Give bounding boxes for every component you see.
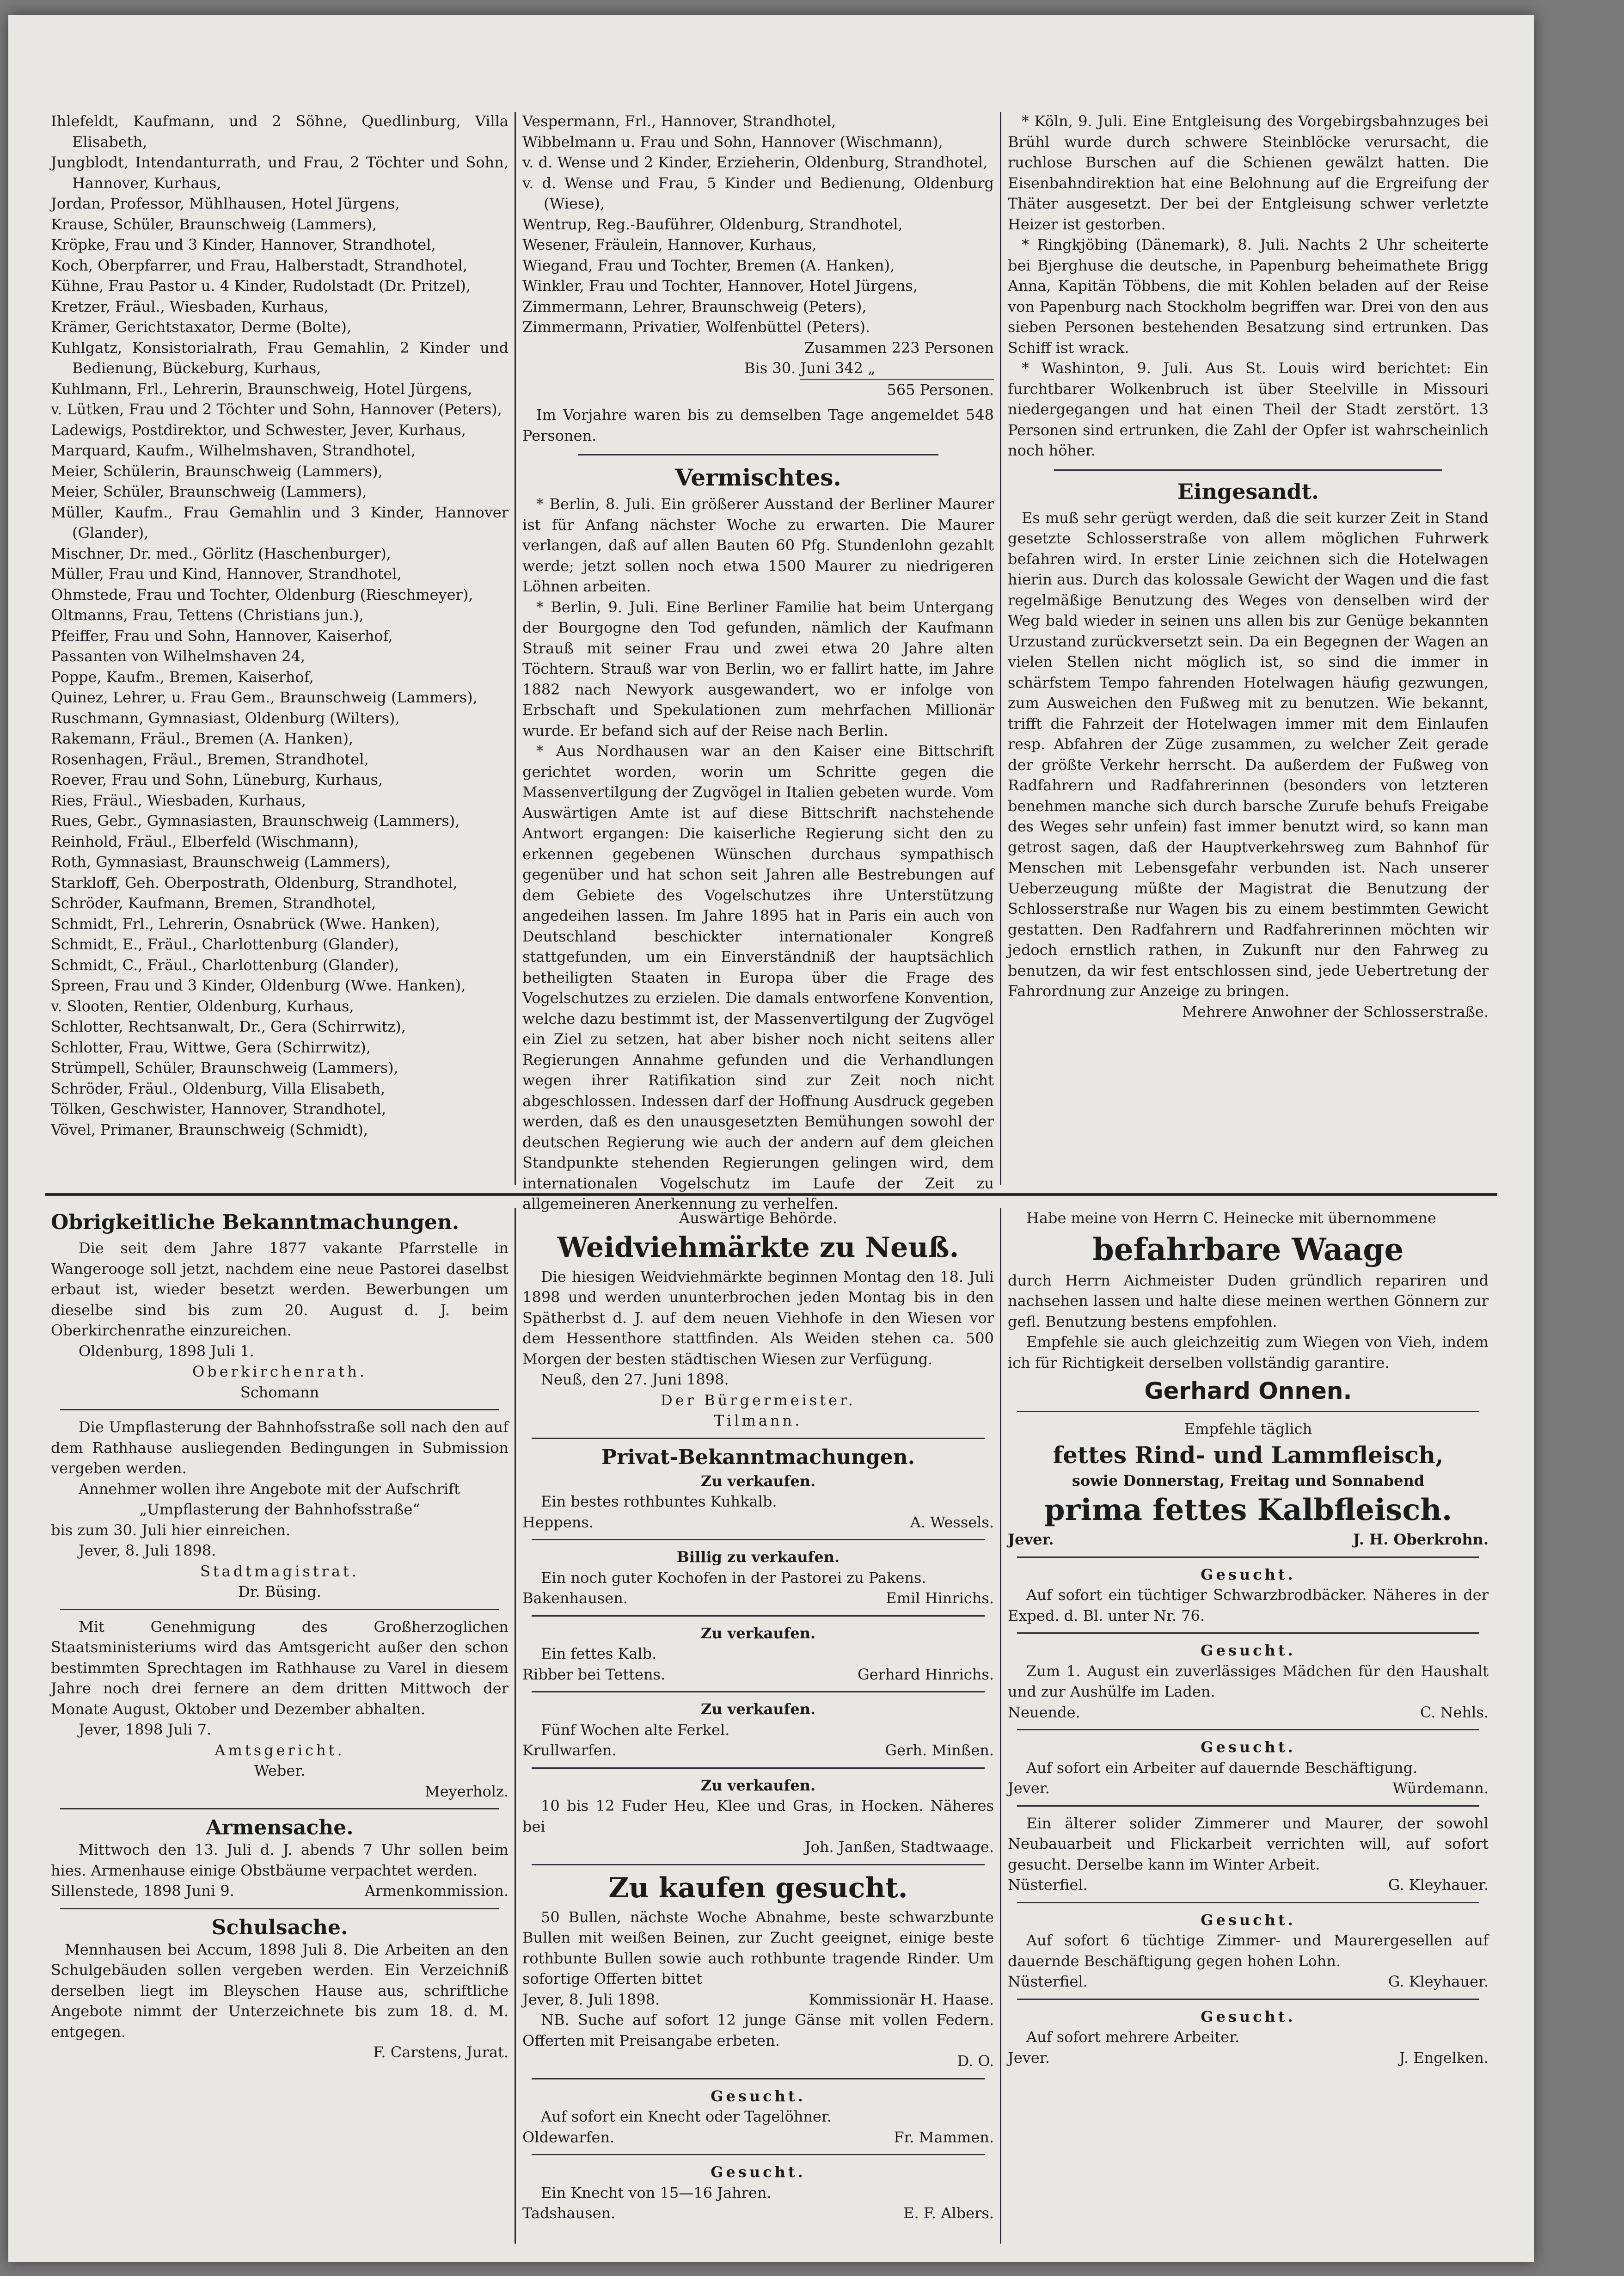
rule bbox=[60, 1609, 499, 1610]
gesucht-footer bbox=[1008, 2048, 1489, 2068]
kaufen-title: Zu kaufen gesucht. bbox=[608, 1871, 908, 1904]
ad-head: Billig zu verkaufen. bbox=[676, 1548, 840, 1566]
rule bbox=[532, 1691, 985, 1692]
guest-entry: Quinez, Lehrer, u. Frau Gem., Braunschweig (Lammers), bbox=[51, 689, 478, 706]
guest-entry: Poppe, Kaufm., Bremen, Kaiserhof, bbox=[51, 668, 314, 686]
gesucht-place: Nüsterfiel. bbox=[1008, 1973, 1088, 1990]
fleisch-days: sowie Donnerstag, Freitag und Sonnabend bbox=[1072, 1471, 1425, 1489]
rule bbox=[532, 1438, 985, 1439]
guest-entry: Schmidt, Frl., Lehrerin, Osnabrück (Wwe. Hanken), bbox=[51, 915, 440, 933]
ad-place: Heppens. bbox=[522, 1513, 594, 1531]
waage-text2: durch Herrn Aichmeister Duden gründlich repariren und nachsehen lassen und halte diese meinen werthen Gönnern zur gefl. Benutzung bestens empfohlen. bbox=[1008, 1271, 1489, 1330]
neuss-pre: Auswärtige Behörde. bbox=[679, 1209, 837, 1227]
rule bbox=[1017, 1805, 1479, 1807]
total-sum: 565 Personen. bbox=[800, 379, 994, 400]
rule bbox=[1017, 1999, 1479, 2000]
column-rule bbox=[515, 1208, 516, 2244]
zimmerer-text: Ein älterer solider Zimmerer und Maurer, der sowohl Neubauarbeit und Flickarbeit verrichten will, auf sofort gesucht. Derselbe kann im Winter Arbeit. bbox=[1008, 1814, 1489, 1873]
gesucht-place: Neuende. bbox=[1008, 1703, 1080, 1721]
privat-ads bbox=[522, 1471, 994, 1865]
gesucht-head: Gesucht. bbox=[1201, 1565, 1296, 1583]
rule bbox=[1054, 469, 1442, 471]
ad-head: Zu verkaufen. bbox=[700, 1700, 816, 1718]
guest-entry: Strümpell, Schüler, Braunschweig (Lammers), bbox=[51, 1059, 398, 1076]
news-vogelschutz: * Aus Nordhausen war an den Kaiser eine Bittschrift gerichtet worden, worin um Schritte gegen die Massenvertilgung der Zugvögel in Italien gebeten wurde. Vom Auswärtigen Amte ist auf diese Bittschrift nachstehende Antwort ergangen: Die kaiserliche Regierung sicht den zu erkennen gegebenen Wünschen durchaus sympathisch gegenüber und hat schon seit Jahren alle Bestrebungen auf dem Gebiete des Vogelschutzes ihre Unterstützung angedeihen lassen. Im Jahre 1895 hat in Paris ein auch von Deutschland beschickter internationaler Kongreß stattgefunden, um ein Einverständniß der hauptsächlich betheiligten Staaten in Europa über die Frage des Vogelschutzes zu erzielen. Die damals entworfene Konvention, welche dazu bestimmt ist, der Massenvertilgung der Zugvögel ein Ziel zu setzen, hat aber bisher noch nicht seitens aller Regierungen Annahme gefunden und die Verhandlungen wegen ihrer Ratifikation sind zur Zeit noch nicht abgeschlossen. Indessen darf der Hoffnung Ausdruck gegeben werden, daß es den unausgesetzten Bemühungen sowohl der deutschen Regierung wie auch der andern auf dem gleichen Standpunkte stehenden Regierungen gelingen wird, dem internationalen Vogelschutz im Laufe der Zeit zu allgemeineren Anerkennung zu verhelfen. bbox=[522, 742, 994, 1212]
gesucht-head: Gesucht. bbox=[1201, 1738, 1296, 1756]
news-koeln: * Köln, 9. Juli. Eine Entgleisung des Vorgebirgsbahnzuges bei Brühl wurde durch schwere Steinblöcke verursacht, die ruchlose Burschen auf die Schienen gewälzt hatten. Die Eisenbahndirektion hat eine Belohnung auf die Ergreifung der Thäter ausgesetzt. Der bei der Entgleisung schwer verletzte Heizer ist gestorben. bbox=[1008, 112, 1489, 233]
guest-entry: Meier, Schüler, Braunschweig (Lammers), bbox=[51, 483, 367, 500]
sprechtage-name: Weber. bbox=[254, 1762, 306, 1779]
rule bbox=[60, 1808, 499, 1809]
guest-entry: Meier, Schülerin, Braunschweig (Lammers), bbox=[51, 462, 383, 480]
guest-entry: Jungblodt, Intendanturrath, und Frau, 2 Töchter und Sohn, Hannover, Kurhaus, bbox=[51, 154, 509, 192]
guest-entry: Jordan, Professor, Mühlhausen, Hotel Jürgens, bbox=[51, 195, 400, 212]
schulsache-text: Mennhausen bei Accum, 1898 Juli 8. Die Arbeiten an den Schulgebäuden sollen vergeben werden. Ein Verzeichniß derselben liegt im Bleyschen Hause aus, schriftliche Angebote nimmt der Unterzeichnete bis zum 18. d. M. entgegen. bbox=[51, 1940, 509, 2041]
fleisch-title: fettes Rind- und Lammfleisch, bbox=[1053, 1441, 1444, 1469]
total-note: Im Vorjahre waren bis zu demselben Tage angemeldet 548 Personen. bbox=[522, 406, 994, 444]
zimmerer-footer bbox=[1008, 1875, 1489, 1895]
sprechtage-authority: Amtsgericht. bbox=[214, 1741, 345, 1759]
gesucht-text: Ein Knecht von 15—16 Jahren. bbox=[541, 2184, 772, 2202]
guest-entry: Schlotter, Frau, Wittwe, Gera (Schirrwitz), bbox=[51, 1038, 371, 1056]
ad-place: Bakenhausen. bbox=[522, 1589, 628, 1607]
gesucht-head: Gesucht. bbox=[711, 2087, 806, 2105]
fleisch-big: prima fettes Kalbfleisch. bbox=[1044, 1493, 1452, 1527]
classified-ad bbox=[522, 1547, 994, 1617]
rule bbox=[532, 2154, 985, 2155]
ad-text: Ein noch guter Kochofen in der Pastorei zu Pakens. bbox=[541, 1569, 926, 1587]
guest-entry: Oltmanns, Frau, Tettens (Christians jun.), bbox=[51, 606, 364, 624]
guest-entry: v. Lütken, Frau und 2 Töchter und Sohn, Hannover (Peters), bbox=[51, 400, 502, 418]
column-rule bbox=[1000, 112, 1001, 1185]
gesucht-head: Gesucht. bbox=[1201, 1642, 1296, 1659]
ad-place: Ribber bei Tettens. bbox=[522, 1665, 666, 1683]
guest-entry: Pfeiffer, Frau und Sohn, Hannover, Kaiserhof, bbox=[51, 627, 393, 645]
gesucht-place: Oldewarfen. bbox=[522, 2128, 615, 2146]
gesucht-text: Auf sofort mehrere Arbeiter. bbox=[1026, 2028, 1240, 2046]
ad-head: Zu verkaufen. bbox=[700, 1776, 816, 1794]
gesucht-sign: E. F. Albers. bbox=[903, 2204, 994, 2222]
guest-entry: Ihlefeldt, Kaufmann, und 2 Söhne, Quedlinburg, Villa Elisabeth, bbox=[51, 112, 509, 151]
schulsache-title: Schulsache. bbox=[211, 1915, 348, 1939]
ad-head: Zu verkaufen. bbox=[700, 1472, 816, 1490]
col1-bottom bbox=[51, 1208, 509, 2248]
gesucht-sign: C. Nehls. bbox=[1420, 1703, 1489, 1721]
gesucht-sign: J. Engelken. bbox=[1399, 2048, 1489, 2067]
gesucht-footer bbox=[522, 2203, 994, 2224]
guest-entry: Koch, Oberpfarrer, und Frau, Halberstadt, Strandhotel, bbox=[51, 256, 467, 274]
newspaper-page bbox=[8, 15, 1534, 2262]
gesucht-text: Auf sofort ein Knecht oder Tagelöhner. bbox=[541, 2108, 832, 2125]
guest-entry: Winkler, Frau und Tochter, Hannover, Hotel Jürgens, bbox=[522, 277, 918, 295]
guest-entry: Vespermann, Frl., Hannover, Strandhotel, bbox=[522, 112, 836, 130]
rule bbox=[532, 1615, 985, 1617]
neuss-title: Weidviehmärkte zu Neuß. bbox=[557, 1231, 959, 1264]
rule bbox=[532, 1767, 985, 1769]
ad-footer bbox=[522, 1740, 994, 1761]
guest-entry: Rakemann, Fräul., Bremen (A. Hanken), bbox=[51, 730, 354, 747]
guest-entry: Zimmermann, Privatier, Wolfenbüttel (Peters). bbox=[522, 318, 870, 336]
total-line: Bis 30. Juni 342 „ bbox=[744, 359, 876, 377]
pfarrstelle-name: Schomann bbox=[240, 1383, 319, 1401]
classified-ad bbox=[522, 1623, 994, 1693]
guest-entry: v. d. Wense und Frau, 5 Kinder und Bedienung, Oldenburg (Wiese), bbox=[522, 174, 994, 212]
news-berlin-2: * Berlin, 9. Juli. Eine Berliner Familie hat beim Untergang der Bourgogne den Tod gefunden, nämlich der Kaufmann Strauß mit seiner Frau und zwei etwa 20 Jahre alten Töchtern. Strauß war von Berlin, wo er fallirt hatte, im Jahre 1882 nach Newyork ausgewandert, wo er infolge von Erbschaft und Spekulationen zum mehrfachen Millionär wurde. Er befand sich auf der Reise nach Berlin. bbox=[522, 598, 994, 739]
guest-entry: Ladewigs, Postdirektor, und Schwester, Jever, Kurhaus, bbox=[51, 421, 466, 439]
guest-entry: Schlotter, Rechtsanwalt, Dr., Gera (Schirrwitz), bbox=[51, 1018, 406, 1035]
fleisch-place: Jever. bbox=[1008, 1531, 1054, 1548]
eingesandt-title: Eingesandt. bbox=[1177, 479, 1319, 504]
kaufen-footer bbox=[522, 1989, 994, 2010]
ad-text: Ein fettes Kalb. bbox=[541, 1645, 657, 1662]
umpflasterung-authority: Stadtmagistrat. bbox=[200, 1562, 360, 1580]
ad-sign: Emil Hinrichs. bbox=[886, 1589, 994, 1607]
gesucht-sign: Würdemann. bbox=[1392, 1779, 1489, 1797]
gesucht-head: Gesucht. bbox=[1201, 2007, 1296, 2025]
ad-footer bbox=[522, 1588, 994, 1609]
waage-text3: Empfehle sie auch gleichzeitig zum Wiegen von Vieh, indem ich für Richtigkeit derselben vollständig garantire. bbox=[1008, 1333, 1489, 1372]
column-rule bbox=[515, 112, 516, 1185]
kaufen-date: Jever, 8. Juli 1898. bbox=[522, 1990, 660, 2008]
total-line: Zusammen 223 Personen bbox=[804, 338, 994, 357]
sprechtage-sign: Meyerholz. bbox=[424, 1782, 509, 1800]
armensache-title: Armensache. bbox=[206, 1816, 354, 1839]
ad-sign: Gerhard Hinrichs. bbox=[858, 1665, 994, 1683]
gesucht-place: Jever. bbox=[1008, 2048, 1050, 2067]
umpflasterung-text2: Annehmer wollen ihre Angebote mit der Aufschrift bbox=[79, 1480, 460, 1498]
guest-entry: v. d. Wense und 2 Kinder, Erzieherin, Oldenburg, Strandhotel, bbox=[522, 154, 988, 171]
rule bbox=[1017, 1902, 1479, 1903]
guest-entry: Mischner, Dr. med., Görlitz (Haschenburger), bbox=[51, 544, 391, 562]
news-ringkjoebing: * Ringkjöbing (Dänemark), 8. Juli. Nachts 2 Uhr scheiterte bei Bjerghuse die deutsche, in Papenburg beheimathete Brigg Anna, Kapitän Többens, die mit Kohlen beladen auf der Reise von Papenburg nach Stockholm begriffen war. Drei von den aus sieben Personen bestehenden Besatzung sind ertrunken. Das Schiff ist wrack. bbox=[1008, 236, 1489, 357]
ad-footer bbox=[522, 1837, 994, 1858]
umpflasterung-text3: bis zum 30. Juli hier einreichen. bbox=[51, 1521, 291, 1539]
guest-entry: Rues, Gebr., Gymnasiasten, Braunschweig (Lammers), bbox=[51, 812, 460, 830]
umpflasterung-text: Die Umpflasterung der Bahnhofsstraße soll nach den auf dem Rathhause ausliegenden Bedingungen in Submission vergeben werden. bbox=[51, 1418, 509, 1477]
neuss-name: Tilmann. bbox=[714, 1412, 803, 1429]
umpflasterung-date: Jever, 8. Juli 1898. bbox=[79, 1542, 216, 1559]
column-rule bbox=[1000, 1208, 1001, 2244]
ad-text: Fünf Wochen alte Ferkel. bbox=[541, 1721, 730, 1739]
guest-entry: Kuhlmann, Frl., Lehrerin, Braunschweig, Hotel Jürgens, bbox=[51, 380, 472, 398]
waage-title: befahrbare Waage bbox=[1092, 1231, 1404, 1267]
rule bbox=[1017, 1556, 1479, 1558]
guest-entry: Rosenhagen, Fräul., Bremen, Strandhotel, bbox=[51, 750, 369, 768]
obrigkeit-title: Obrigkeitliche Bekanntmachungen. bbox=[51, 1211, 460, 1234]
pfarrstelle-authority: Oberkirchenrath. bbox=[192, 1363, 367, 1380]
schulsache-sign: F. Carstens, Jurat. bbox=[373, 2043, 509, 2061]
kaufen-nb-sign: D. O. bbox=[957, 2052, 994, 2070]
guest-entry: Wiegand, Frau und Tochter, Bremen (A. Hanken), bbox=[522, 256, 895, 274]
ad-text: Ein bestes rothbuntes Kuhkalb. bbox=[541, 1493, 777, 1510]
gesucht-head: Gesucht. bbox=[711, 2163, 806, 2181]
gesucht-footer bbox=[1008, 1702, 1489, 1723]
guest-entry: Krämer, Gerichtstaxator, Derme (Bolte), bbox=[51, 318, 352, 336]
guest-entry: Tölken, Geschwister, Hannover, Strandhotel, bbox=[51, 1100, 386, 1118]
ad-footer bbox=[522, 1664, 994, 1685]
ad-sign: Joh. Janßen, Stadtwaage. bbox=[804, 1838, 994, 1856]
rule bbox=[578, 454, 938, 455]
kaufen-nb: NB. Suche auf sofort 12 junge Gänse mit vollen Federn. Offerten mit Preisangabe erbeten. bbox=[522, 2011, 994, 2049]
ad-text: 10 bis 12 Fuder Heu, Klee und Gras, in Hocken. Näheres bei bbox=[522, 1797, 994, 1835]
privat-title: Privat-Bekanntmachungen. bbox=[601, 1445, 915, 1469]
guest-entry: Zimmermann, Lehrer, Braunschweig (Peters), bbox=[522, 297, 867, 315]
eingesandt-sign: Mehrere Anwohner der Schlosserstraße. bbox=[1182, 1003, 1489, 1021]
zimmerer-sign: G. Kleyhauer. bbox=[1388, 1876, 1489, 1894]
col3-bottom bbox=[1008, 1208, 1489, 2248]
armensache-text: Mittwoch den 13. Juli d. J. abends 7 Uhr sollen beim hies. Armenhause einige Obstbäume verpachtet werden. bbox=[51, 1841, 509, 1879]
umpflasterung-name: Dr. Büsing. bbox=[238, 1583, 321, 1600]
guest-entry: Wentrup, Reg.-Bauführer, Oldenburg, Strandhotel, bbox=[522, 215, 903, 233]
ad-footer bbox=[522, 1512, 994, 1533]
gesucht-text: Zum 1. August ein zuverlässiges Mädchen für den Haushalt und zur Aushülfe im Laden. bbox=[1008, 1662, 1489, 1700]
classified-ad bbox=[522, 1471, 994, 1541]
guest-entry: Wibbelmann u. Frau und Sohn, Hannover (Wischmann), bbox=[522, 133, 943, 151]
neuss-authority: Der Bürgermeister. bbox=[661, 1391, 856, 1409]
guest-entry: Ohmstede, Frau und Tochter, Oldenburg (Rieschmeyer), bbox=[51, 585, 473, 603]
ad-place: Krullwarfen. bbox=[522, 1741, 617, 1759]
guest-entry: Schmidt, E., Fräul., Charlottenburg (Glander), bbox=[51, 935, 399, 953]
news-washington: * Washinton, 9. Juli. Aus St. Louis wird berichtet: Ein furchtbarer Wolkenbruch ist über Steelville in Missouri niedergegangen und hat einen Theil der Stadt zerstört. 13 Personen sind ertrunken, die Zahl der Opfer ist wahrscheinlich noch höher. bbox=[1008, 359, 1489, 459]
fleisch-pre: Empfehle täglich bbox=[1184, 1420, 1312, 1438]
rule bbox=[532, 2078, 985, 2079]
guest-entry: Reinhold, Fräul., Elberfeld (Wischmann), bbox=[51, 832, 359, 850]
guest-entry: Ruschmann, Gymnasiast, Oldenburg (Wilters), bbox=[51, 709, 400, 727]
sprechtage-text: Mit Genehmigung des Großherzoglichen Staatsministeriums wird das Amtsgericht außer den schon bestimmten Sprechtagen im Rathhause zu Varel in diesem Jahre noch drei fernere an dem dritten Mittwoch der Monate August, Oktober und Dezember abhalten. bbox=[51, 1618, 509, 1718]
fleisch-footer bbox=[1008, 1529, 1489, 1550]
fleisch-sign: J. H. Oberkrohn. bbox=[1353, 1531, 1489, 1548]
ad-sign: Gerh. Minßen. bbox=[885, 1741, 994, 1759]
gesucht-head: Gesucht. bbox=[1201, 1911, 1296, 1929]
rule bbox=[1017, 1729, 1479, 1730]
armensache-footer bbox=[51, 1881, 509, 1901]
guest-entry: Kühne, Frau Pastor u. 4 Kinder, Rudolstadt (Dr. Pritzel), bbox=[51, 277, 471, 295]
gesucht-sign: G. Kleyhauer. bbox=[1388, 1973, 1489, 1990]
rule bbox=[532, 1539, 985, 1540]
rule bbox=[1017, 1411, 1479, 1412]
classified-ad bbox=[522, 1775, 994, 1865]
col2-bottom bbox=[522, 1208, 994, 2248]
zimmerer-place: Nüsterfiel. bbox=[1008, 1876, 1088, 1894]
guest-entry: Starkloff, Geh. Oberpostrath, Oldenburg, Strandhotel, bbox=[51, 873, 458, 892]
gesucht-sign: Fr. Mammen. bbox=[894, 2128, 994, 2146]
guest-list-col1 bbox=[51, 111, 509, 1188]
neuss-text: Die hiesigen Weidviehmärkte beginnen Montag den 18. Juli 1898 und werden ununterbrochen jeden Montag bis in den Spätherbst d. J. auf dem neuen Viehhofe in den Wiesen vor dem Hessenthore stattfinden. Als Weiden stehen ca. 500 Morgen der besten städtischen Wiesen zur Verfügung. bbox=[522, 1267, 994, 1368]
eingesandt-text: Es muß sehr gerügt werden, daß die seit kurzer Zeit in Stand gesetzte Schlosserstraße von allem möglichen Fuhrwerk befahren wird. In erster Linie zeichnen sich die Hotelwagen hierin aus. Durch das kolossale Gewicht der Wagen und die fast regelmäßige Benutzung des Weges von denselben wird der Weg bald wieder in seinen uns allen bis zur Genüge bekannten Urzustand zurückversetzt sein. Da ein Begegnen der Wagen an vielen Stellen nicht möglich ist, so sind die immer in schärfstem Tempo fahrenden Hotelwagen häufig gezwungen, zum Ausweichen den Fußweg mit zu benutzen. Wie bekannt, trifft die Fahrzeit der Hotelwagen immer mit dem Einlaufen resp. Abfahren der Züge zusammen, zu welcher Zeit gerade der größte Verkehr herrscht. Da außerdem der Fußweg von Radfahrern und Radfahrerinnen (besonders von letzteren benehmen manche sich durch barsche Zurufe behufs Freigabe des Weges sehr unfein) fast immer benutzt wird, so kann man getrost sagen, daß der Hauptverkehrsweg zum Bahnhof für Menschen mit Lebensgefahr verbunden ist. Nach unserer Ueberzeugung müßte der Magistrat die Benutzung der Schlosserstraße nur Wagen bis zu einem bestimmten Gewicht gestatten. Den Radfahrern und Radfahrerinnen möchten wir jedoch ernstlich rathen, in Zukunft nur den Fahrweg zu benutzen, da wir fest entschlossen sind, jede Uebertretung der Fahrordnung zur Anzeige zu bringen. bbox=[1008, 509, 1489, 1000]
gesucht-footer bbox=[1008, 1971, 1489, 1992]
guest-entry: Kretzer, Fräul., Wiesbaden, Kurhaus, bbox=[51, 297, 329, 315]
guest-entry: Roever, Frau und Sohn, Lüneburg, Kurhaus, bbox=[51, 771, 383, 788]
ad-head: Zu verkaufen. bbox=[700, 1624, 816, 1642]
waage-text1: Habe meine von Herrn C. Heinecke mit übernommene bbox=[1026, 1209, 1436, 1227]
guest-entry: Schröder, Fräul., Oldenburg, Villa Elisabeth, bbox=[51, 1079, 386, 1097]
sprechtage-date: Jever, 1898 Juli 7. bbox=[79, 1721, 212, 1738]
guest-entry: Müller, Frau und Kind, Hannover, Strandhotel, bbox=[51, 565, 402, 583]
news-berlin-1: * Berlin, 8. Juli. Ein größerer Ausstand der Berliner Maurer ist für Anfang nächster Woche zu erwarten. Die Maurer verlangen, daß auf allen Bauten 60 Pfg. Stundenlohn gezahlt werde; jetzt sollen noch etwa 1500 Maurer zu niedrigeren Löhnen arbeiten. bbox=[522, 495, 994, 595]
guest-entry: Roth, Gymnasiast, Braunschweig (Lammers), bbox=[51, 853, 391, 871]
rule bbox=[1017, 1632, 1479, 1634]
gesucht-footer bbox=[522, 2127, 994, 2148]
gesucht-footer bbox=[1008, 1778, 1489, 1799]
gesucht-text: Auf sofort 6 tüchtige Zimmer- und Maurergesellen auf dauernde Beschäftigung gegen hohen Lohn. bbox=[1008, 1932, 1489, 1970]
guest-entry: Marquard, Kaufm., Wilhelmshaven, Strandhotel, bbox=[51, 442, 416, 459]
pfarrstelle-date: Oldenburg, 1898 Juli 1. bbox=[79, 1342, 254, 1360]
gesucht-place: Tadshausen. bbox=[522, 2204, 616, 2222]
vermischtes-title: Vermischtes. bbox=[675, 464, 841, 491]
guest-entry: Schröder, Kaufmann, Bremen, Strandhotel, bbox=[51, 894, 376, 912]
guest-entry: Wesener, Fräulein, Hannover, Kurhaus, bbox=[522, 236, 817, 253]
gesucht-text: Auf sofort ein Arbeiter auf dauernde Beschäftigung. bbox=[1026, 1759, 1418, 1777]
col2-top bbox=[522, 111, 994, 1212]
waage-name: Gerhard Onnen. bbox=[1144, 1378, 1352, 1404]
col3-top bbox=[1008, 111, 1489, 1188]
guest-entry: Krause, Schüler, Braunschweig (Lammers), bbox=[51, 215, 377, 233]
ad-sign: A. Wessels. bbox=[910, 1513, 994, 1531]
armensache-date: Sillenstede, 1898 Juni 9. bbox=[51, 1882, 234, 1900]
pfarrstelle-text: Die seit dem Jahre 1877 vakante Pfarrstelle in Wangerooge soll jetzt, nachdem eine neue Pastorei daselbst erbaut ist, wieder besetzt werden. Bewerbungen um dieselbe sind bis zum 20. August d. J. beim Oberkirchenrathe einzureichen. bbox=[51, 1239, 509, 1339]
guest-entry: Vövel, Primaner, Braunschweig (Schmidt), bbox=[51, 1120, 368, 1138]
rule bbox=[532, 1864, 985, 1865]
guest-entry: Ries, Fräul., Wiesbaden, Kurhaus, bbox=[51, 791, 306, 809]
gesucht-place: Jever. bbox=[1008, 1779, 1050, 1797]
kaufen-sign: Kommissionär H. Haase. bbox=[809, 1990, 994, 2008]
guest-entry: Müller, Kaufm., Frau Gemahlin und 3 Kinder, Hannover (Glander), bbox=[51, 503, 509, 541]
guest-entry: v. Slooten, Rentier, Oldenburg, Kurhaus, bbox=[51, 997, 354, 1015]
neuss-date: Neuß, den 27. Juni 1898. bbox=[541, 1371, 729, 1388]
guest-entry: Passanten von Wilhelmshaven 24, bbox=[51, 647, 306, 665]
guest-entry: Spreen, Frau und 3 Kinder, Oldenburg (Wwe. Hanken), bbox=[51, 977, 466, 994]
classified-ad bbox=[522, 1699, 994, 1769]
guest-entry: Kuhlgatz, Konsistorialrath, Frau Gemahlin, 2 Kinder und Bedienung, Bückeburg, Kurhaus, bbox=[51, 338, 509, 377]
guest-entry: Kröpke, Frau und 3 Kinder, Hannover, Strandhotel, bbox=[51, 236, 436, 253]
guest-entry: Schmidt, C., Fräul., Charlottenburg (Glander), bbox=[51, 956, 399, 974]
rule bbox=[60, 1409, 499, 1410]
umpflasterung-quote: „Umpflasterung der Bahnhofsstraße“ bbox=[139, 1501, 420, 1518]
kaufen-text: 50 Bullen, nächste Woche Abnahme, beste schwarzbunte Bullen mit weißen Beinen, zur Zucht geeignet, einige beste rothbunte Bullen sowie auch rothbunte tragende Rinder. Um sofortige Offerten bittet bbox=[522, 1908, 994, 1987]
armensache-sign: Armenkommission. bbox=[365, 1882, 509, 1900]
rule bbox=[60, 1908, 499, 1909]
gesucht-text: Auf sofort ein tüchtiger Schwarzbrodbäcker. Näheres in der Exped. d. Bl. unter Nr. 76. bbox=[1008, 1586, 1489, 1624]
guest-list-col2 bbox=[522, 111, 994, 338]
